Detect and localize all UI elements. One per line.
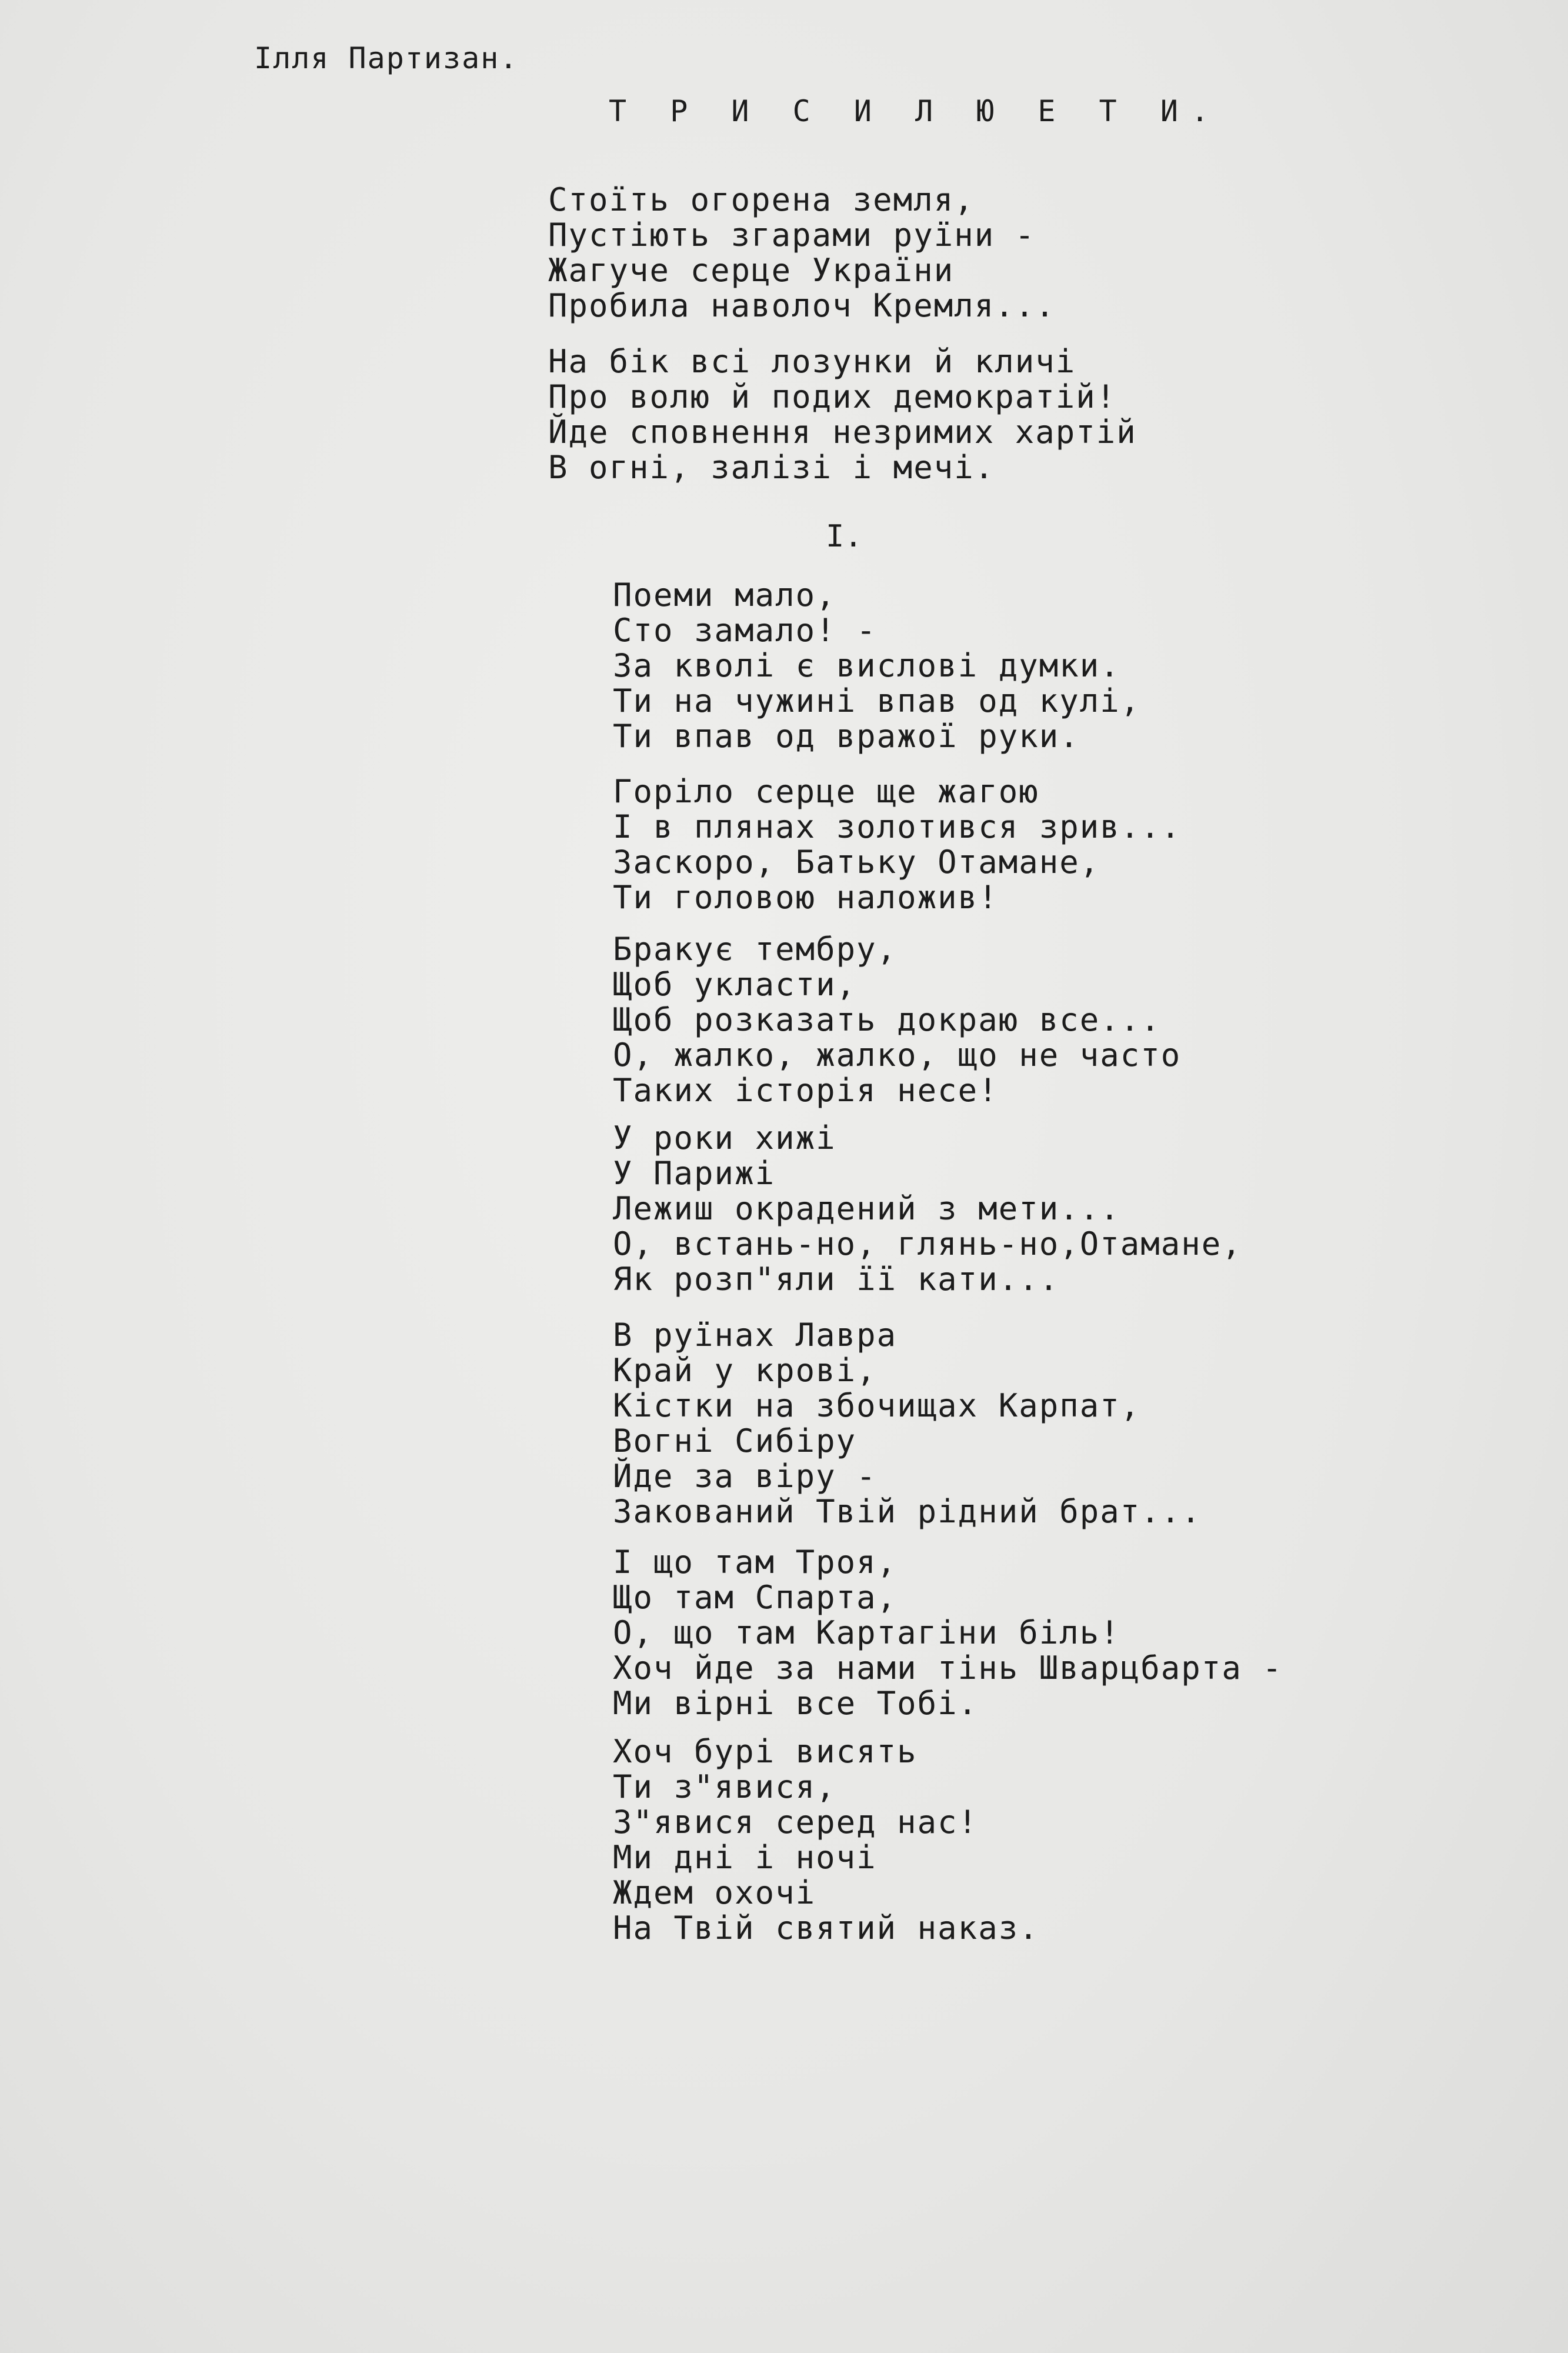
- verse-line: О, встань-но, глянь-но,Отамане,: [613, 1225, 1242, 1262]
- verse-line: Пробила наволоч Кремля...: [548, 287, 1056, 324]
- verse-line: Хоч йде за нами тінь Шварцбарта -: [613, 1649, 1283, 1687]
- verse-line: У Парижі: [613, 1155, 776, 1192]
- verse-line: Кістки на збочищах Карпат,: [613, 1387, 1141, 1424]
- intro-stanza-1: [548, 182, 1056, 324]
- verse-line: У роки хижі: [613, 1119, 836, 1156]
- section-numeral: I.: [826, 519, 863, 554]
- verse-line: Пустіють згарами руїни -: [548, 216, 1036, 254]
- verse-line: Ти на чужині впав од кулі,: [613, 682, 1141, 719]
- verse-line: Жагуче серце України: [548, 252, 955, 289]
- verse-line: Вогні Сибіру: [613, 1422, 857, 1459]
- verse-line: Як розп"яли її кати...: [613, 1261, 1060, 1298]
- intro-stanza-2: [548, 344, 1137, 485]
- stanza-2: [613, 774, 1181, 915]
- verse-line: Ждем охочі: [613, 1874, 816, 1911]
- verse-line: Поеми мало,: [613, 576, 836, 614]
- verse-line: В руїнах Лавра: [613, 1317, 898, 1354]
- poem-title: Т Р И С И Л Ю Е Т И.: [609, 94, 1222, 128]
- verse-line: Щоб укласти,: [613, 966, 857, 1003]
- verse-line: Заскоро, Батьку Отамане,: [613, 844, 1100, 881]
- verse-line: Край у крові,: [613, 1352, 877, 1389]
- verse-line: Ти впав од вражої руки.: [613, 718, 1080, 755]
- stanza-6: [613, 1545, 1283, 1721]
- verse-line: Щоб розказать докраю все...: [613, 1001, 1161, 1038]
- verse-line: За кволі є вислові думки.: [613, 647, 1120, 684]
- stanza-1: [613, 578, 1140, 754]
- verse-line: На Твій святий наказ.: [613, 1909, 1039, 1947]
- author-name: Ілля Партизан.: [254, 41, 519, 75]
- verse-line: Таких історія несе!: [613, 1072, 999, 1109]
- verse-line: Ми дні і ночі: [613, 1839, 877, 1876]
- verse-line: Ми вірні все Тобі.: [613, 1685, 979, 1722]
- verse-line: Лежиш окрадений з мети...: [613, 1190, 1120, 1227]
- verse-line: Хоч бурі висять: [613, 1733, 918, 1770]
- stanza-3: [613, 932, 1181, 1108]
- verse-line: Сто замало! -: [613, 612, 877, 649]
- verse-line: Стоїть огорена земля,: [548, 181, 975, 218]
- stanza-4: [613, 1121, 1242, 1297]
- verse-line: Про волю й подих демократій!: [548, 378, 1117, 415]
- verse-line: В огні, залізі і мечі.: [548, 449, 995, 486]
- verse-line: І в плянах золотився зрив...: [613, 808, 1182, 845]
- verse-line: Ти головою наложив!: [613, 879, 999, 916]
- verse-line: І що там Троя,: [613, 1544, 898, 1581]
- verse-line: З"явися серед нас!: [613, 1804, 979, 1841]
- verse-line: Закований Твій рідний брат...: [613, 1493, 1202, 1530]
- verse-line: Йде сповнення незримих хартій: [548, 414, 1137, 451]
- verse-line: На бік всі лозунки й кличі: [548, 343, 1076, 380]
- stanza-7: [613, 1734, 1039, 1946]
- verse-line: Що там Спарта,: [613, 1579, 898, 1616]
- stanza-5: [613, 1318, 1202, 1529]
- verse-line: Бракує тембру,: [613, 931, 898, 968]
- verse-line: Йде за віру -: [613, 1458, 877, 1495]
- verse-line: Ти з"явися,: [613, 1768, 836, 1805]
- verse-line: О, що там Картагіни біль!: [613, 1614, 1120, 1651]
- verse-line: О, жалко, жалко, що не часто: [613, 1036, 1182, 1074]
- verse-line: Горіло серце ще жагою: [613, 773, 1039, 810]
